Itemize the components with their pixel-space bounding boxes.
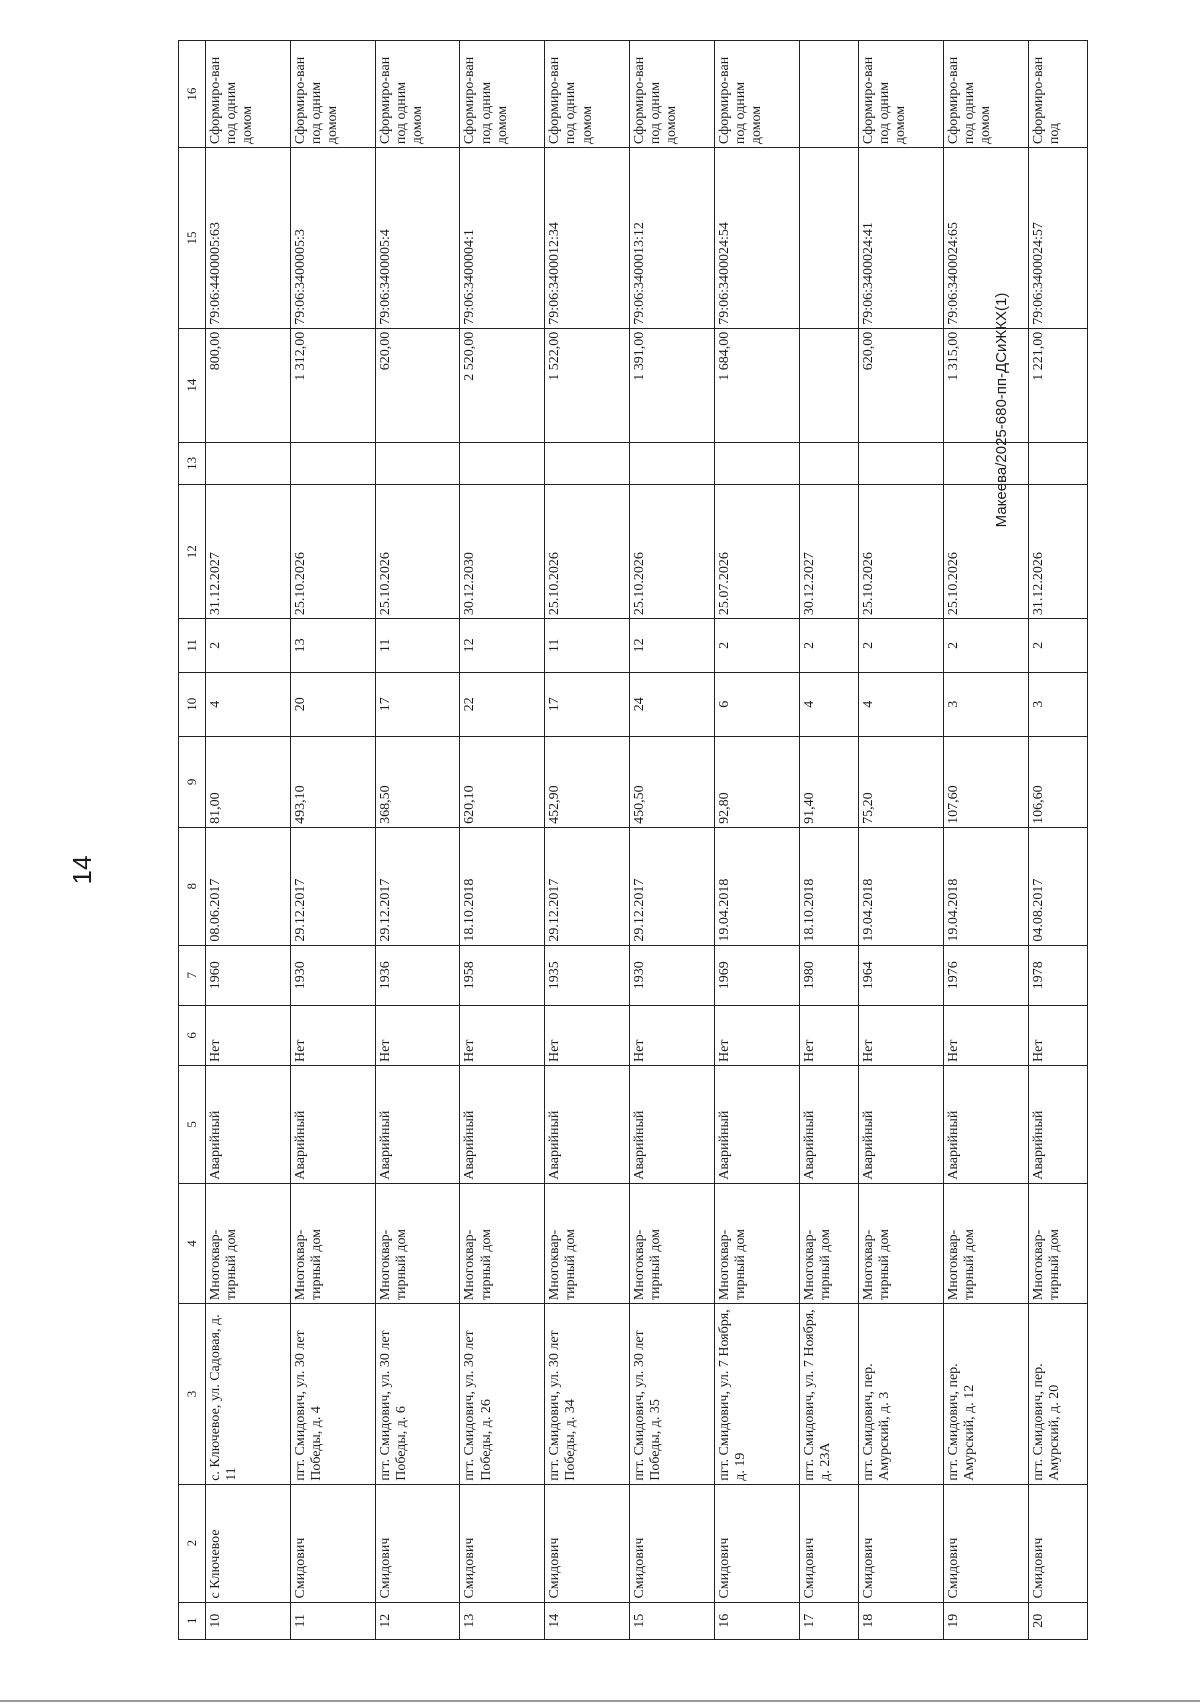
settlement-cell: Смидович <box>375 1484 460 1602</box>
address-cell: пгт. Смидович, пер. Амурский, д. 12 <box>943 1304 1028 1485</box>
rotated-table-container <box>178 40 1088 1640</box>
table-row <box>460 41 545 1640</box>
land-area-cell: 620,00 <box>859 328 944 442</box>
note-cell: Сформиро-ван под одним домом <box>859 41 944 148</box>
building-type-cell: Многоквар-тирный дом <box>460 1183 545 1303</box>
status-cell: Аварийный <box>943 1066 1028 1184</box>
flag-cell: Нет <box>206 1005 291 1065</box>
flag-cell: Нет <box>943 1005 1028 1065</box>
housing-table <box>178 40 1088 1640</box>
row-number: 17 <box>799 1602 858 1639</box>
row-number: 19 <box>943 1602 1028 1639</box>
deadline-cell: 25.10.2026 <box>859 485 944 619</box>
col13-cell <box>545 442 630 485</box>
col11-cell: 13 <box>290 619 375 673</box>
residents-cell: 20 <box>290 672 375 736</box>
address-cell: пгт. Смидович, ул. 7 Ноября, д. 23А <box>799 1304 858 1485</box>
area-cell: 107,60 <box>943 736 1028 827</box>
deadline-cell: 25.07.2026 <box>714 485 799 619</box>
year-cell: 1935 <box>545 945 630 1005</box>
status-cell: Аварийный <box>206 1066 291 1184</box>
date-cell: 19.04.2018 <box>714 827 799 945</box>
note-cell: Сформиро-ван под одним домом <box>943 41 1028 148</box>
table-row <box>630 41 715 1640</box>
note-cell: Сформиро-ван под одним домом <box>206 41 291 148</box>
deadline-cell: 25.10.2026 <box>545 485 630 619</box>
settlement-cell: Смидович <box>799 1484 858 1602</box>
table-row <box>545 41 630 1640</box>
flag-cell: Нет <box>714 1005 799 1065</box>
address-cell: пгт. Смидович, пер. Амурский, д. 20 <box>1028 1304 1087 1485</box>
cadastral-cell: 79:06:3400024:57 <box>1028 148 1087 329</box>
land-area-cell: 1 522,00 <box>545 328 630 442</box>
area-cell: 452,90 <box>545 736 630 827</box>
deadline-cell: 30.12.2030 <box>460 485 545 619</box>
col13-cell <box>1028 442 1087 485</box>
row-number: 13 <box>460 1602 545 1639</box>
settlement-cell: с Ключевое <box>206 1484 291 1602</box>
building-type-cell: Многоквар-тирный дом <box>630 1183 715 1303</box>
flag-cell: Нет <box>859 1005 944 1065</box>
column-header: 1 <box>179 1602 206 1639</box>
year-cell: 1980 <box>799 945 858 1005</box>
address-cell: пгт. Смидович, ул. 30 лет Победы, д. 35 <box>630 1304 715 1485</box>
status-cell: Аварийный <box>859 1066 944 1184</box>
settlement-cell: Смидович <box>545 1484 630 1602</box>
status-cell: Аварийный <box>630 1066 715 1184</box>
flag-cell: Нет <box>1028 1005 1087 1065</box>
col11-cell: 2 <box>859 619 944 673</box>
residents-cell: 6 <box>714 672 799 736</box>
area-cell: 91,40 <box>799 736 858 827</box>
building-type-cell: Многоквар-тирный дом <box>545 1183 630 1303</box>
area-cell: 75,20 <box>859 736 944 827</box>
table-body <box>206 41 1088 1640</box>
residents-cell: 4 <box>799 672 858 736</box>
flag-cell: Нет <box>799 1005 858 1065</box>
date-cell: 29.12.2017 <box>630 827 715 945</box>
header-row <box>179 41 206 1640</box>
deadline-cell: 25.10.2026 <box>375 485 460 619</box>
deadline-cell: 25.10.2026 <box>290 485 375 619</box>
cadastral-cell: 79:06:3400012:34 <box>545 148 630 329</box>
settlement-cell: Смидович <box>290 1484 375 1602</box>
col11-cell: 2 <box>206 619 291 673</box>
flag-cell: Нет <box>545 1005 630 1065</box>
table-row <box>206 41 291 1640</box>
residents-cell: 3 <box>943 672 1028 736</box>
column-header: 10 <box>179 672 206 736</box>
flag-cell: Нет <box>630 1005 715 1065</box>
table-row <box>799 41 858 1640</box>
cadastral-cell: 79:06:3400005:3 <box>290 148 375 329</box>
building-type-cell: Многоквар-тирный дом <box>290 1183 375 1303</box>
building-type-cell: Многоквар-тирный дом <box>799 1183 858 1303</box>
row-number: 12 <box>375 1602 460 1639</box>
table-row <box>714 41 799 1640</box>
building-type-cell: Многоквар-тирный дом <box>859 1183 944 1303</box>
land-area-cell: 800,00 <box>206 328 291 442</box>
settlement-cell: Смидович <box>943 1484 1028 1602</box>
table-row <box>859 41 944 1640</box>
building-type-cell: Многоквар-тирный дом <box>1028 1183 1087 1303</box>
col11-cell: 12 <box>460 619 545 673</box>
year-cell: 1936 <box>375 945 460 1005</box>
land-area-cell: 1 221,00 <box>1028 328 1087 442</box>
year-cell: 1930 <box>630 945 715 1005</box>
note-cell: Сформиро-ван под одним домом <box>460 41 545 148</box>
area-cell: 106,60 <box>1028 736 1087 827</box>
column-header: 11 <box>179 619 206 673</box>
column-header: 7 <box>179 945 206 1005</box>
year-cell: 1960 <box>206 945 291 1005</box>
date-cell: 29.12.2017 <box>545 827 630 945</box>
address-cell: с. Ключевое, ул. Садовая, д. 11 <box>206 1304 291 1485</box>
deadline-cell: 30.12.2027 <box>799 485 858 619</box>
cadastral-cell: 79:06:3400005:4 <box>375 148 460 329</box>
year-cell: 1969 <box>714 945 799 1005</box>
table-row <box>375 41 460 1640</box>
land-area-cell: 1 312,00 <box>290 328 375 442</box>
cadastral-cell: 79:06:3400013:12 <box>630 148 715 329</box>
note-cell: Сформиро-ван под одним домом <box>375 41 460 148</box>
settlement-cell: Смидович <box>1028 1484 1087 1602</box>
scan-edge-line <box>0 1700 1200 1702</box>
building-type-cell: Многоквар-тирный дом <box>375 1183 460 1303</box>
land-area-cell <box>799 328 858 442</box>
residents-cell: 17 <box>375 672 460 736</box>
area-cell: 81,00 <box>206 736 291 827</box>
deadline-cell: 31.12.2027 <box>206 485 291 619</box>
column-header: 9 <box>179 736 206 827</box>
residents-cell: 22 <box>460 672 545 736</box>
date-cell: 08.06.2017 <box>206 827 291 945</box>
col11-cell: 11 <box>545 619 630 673</box>
col13-cell <box>206 442 291 485</box>
year-cell: 1958 <box>460 945 545 1005</box>
status-cell: Аварийный <box>460 1066 545 1184</box>
flag-cell: Нет <box>290 1005 375 1065</box>
date-cell: 19.04.2018 <box>859 827 944 945</box>
col11-cell: 2 <box>1028 619 1087 673</box>
land-area-cell: 2 520,00 <box>460 328 545 442</box>
flag-cell: Нет <box>375 1005 460 1065</box>
note-cell: Сформиро-ван под одним домом <box>290 41 375 148</box>
cadastral-cell: 79:06:3400024:65 <box>943 148 1028 329</box>
settlement-cell: Смидович <box>714 1484 799 1602</box>
table-row <box>290 41 375 1640</box>
settlement-cell: Смидович <box>460 1484 545 1602</box>
area-cell: 92,80 <box>714 736 799 827</box>
land-area-cell: 1 391,00 <box>630 328 715 442</box>
column-header: 13 <box>179 442 206 485</box>
col13-cell <box>460 442 545 485</box>
address-cell: пгт. Смидович, ул. 7 Ноября, д. 19 <box>714 1304 799 1485</box>
year-cell: 1964 <box>859 945 944 1005</box>
col11-cell: 2 <box>943 619 1028 673</box>
year-cell: 1976 <box>943 945 1028 1005</box>
status-cell: Аварийный <box>290 1066 375 1184</box>
note-cell: Сформиро-ван под одним домом <box>714 41 799 148</box>
row-number: 20 <box>1028 1602 1087 1639</box>
status-cell: Аварийный <box>545 1066 630 1184</box>
cadastral-cell <box>799 148 858 329</box>
row-number: 15 <box>630 1602 715 1639</box>
address-cell: пгт. Смидович, пер. Амурский, д. 3 <box>859 1304 944 1485</box>
area-cell: 620,10 <box>460 736 545 827</box>
area-cell: 450,50 <box>630 736 715 827</box>
row-number: 16 <box>714 1602 799 1639</box>
settlement-cell: Смидович <box>859 1484 944 1602</box>
residents-cell: 4 <box>859 672 944 736</box>
col13-cell <box>630 442 715 485</box>
document-footer: Макеева/2025-680-пп-ДСиЖКХ(1) <box>993 292 1010 528</box>
building-type-cell: Многоквар-тирный дом <box>943 1183 1028 1303</box>
column-header: 8 <box>179 827 206 945</box>
column-header: 15 <box>179 148 206 329</box>
row-number: 11 <box>290 1602 375 1639</box>
year-cell: 1978 <box>1028 945 1087 1005</box>
address-cell: пгт. Смидович, ул. 30 лет Победы, д. 34 <box>545 1304 630 1485</box>
date-cell: 04.08.2017 <box>1028 827 1087 945</box>
row-number: 18 <box>859 1602 944 1639</box>
deadline-cell: 25.10.2026 <box>630 485 715 619</box>
col13-cell <box>859 442 944 485</box>
col11-cell: 11 <box>375 619 460 673</box>
building-type-cell: Многоквар-тирный дом <box>714 1183 799 1303</box>
address-cell: пгт. Смидович, ул. 30 лет Победы, д. 26 <box>460 1304 545 1485</box>
residents-cell: 4 <box>206 672 291 736</box>
cadastral-cell: 79:06:4400005:63 <box>206 148 291 329</box>
col11-cell: 12 <box>630 619 715 673</box>
residents-cell: 24 <box>630 672 715 736</box>
status-cell: Аварийный <box>714 1066 799 1184</box>
cadastral-cell: 79:06:3400004:1 <box>460 148 545 329</box>
column-header: 14 <box>179 328 206 442</box>
area-cell: 493,10 <box>290 736 375 827</box>
area-cell: 368,50 <box>375 736 460 827</box>
note-cell: Сформиро-ван под <box>1028 41 1087 148</box>
column-header: 5 <box>179 1066 206 1184</box>
land-area-cell: 620,00 <box>375 328 460 442</box>
land-area-cell: 1 684,00 <box>714 328 799 442</box>
column-header: 16 <box>179 41 206 148</box>
status-cell: Аварийный <box>799 1066 858 1184</box>
deadline-cell: 31.12.2026 <box>1028 485 1087 619</box>
status-cell: Аварийный <box>1028 1066 1087 1184</box>
table-row <box>1028 41 1087 1640</box>
status-cell: Аварийный <box>375 1066 460 1184</box>
col11-cell: 2 <box>714 619 799 673</box>
date-cell: 29.12.2017 <box>290 827 375 945</box>
col13-cell <box>290 442 375 485</box>
date-cell: 29.12.2017 <box>375 827 460 945</box>
date-cell: 19.04.2018 <box>943 827 1028 945</box>
address-cell: пгт. Смидович, ул. 30 лет Победы, д. 4 <box>290 1304 375 1485</box>
column-header: 6 <box>179 1005 206 1065</box>
settlement-cell: Смидович <box>630 1484 715 1602</box>
col13-cell <box>375 442 460 485</box>
building-type-cell: Многоквар-тирный дом <box>206 1183 291 1303</box>
year-cell: 1930 <box>290 945 375 1005</box>
row-number: 10 <box>206 1602 291 1639</box>
note-cell: Сформиро-ван под одним домом <box>630 41 715 148</box>
col13-cell <box>714 442 799 485</box>
residents-cell: 3 <box>1028 672 1087 736</box>
page-number: 14 <box>67 855 97 885</box>
flag-cell: Нет <box>460 1005 545 1065</box>
note-cell: Сформиро-ван под одним домом <box>545 41 630 148</box>
column-header: 2 <box>179 1484 206 1602</box>
land-area-cell: 1 315,00 <box>943 328 1028 442</box>
deadline-cell: 25.10.2026 <box>943 485 1028 619</box>
column-header: 3 <box>179 1304 206 1485</box>
date-cell: 18.10.2018 <box>460 827 545 945</box>
col13-cell <box>799 442 858 485</box>
column-header: 12 <box>179 485 206 619</box>
address-cell: пгт. Смидович, ул. 30 лет Победы, д. 6 <box>375 1304 460 1485</box>
column-header: 4 <box>179 1183 206 1303</box>
cadastral-cell: 79:06:3400024:41 <box>859 148 944 329</box>
date-cell: 18.10.2018 <box>799 827 858 945</box>
cadastral-cell: 79:06:3400024:54 <box>714 148 799 329</box>
row-number: 14 <box>545 1602 630 1639</box>
note-cell <box>799 41 858 148</box>
col11-cell: 2 <box>799 619 858 673</box>
residents-cell: 17 <box>545 672 630 736</box>
